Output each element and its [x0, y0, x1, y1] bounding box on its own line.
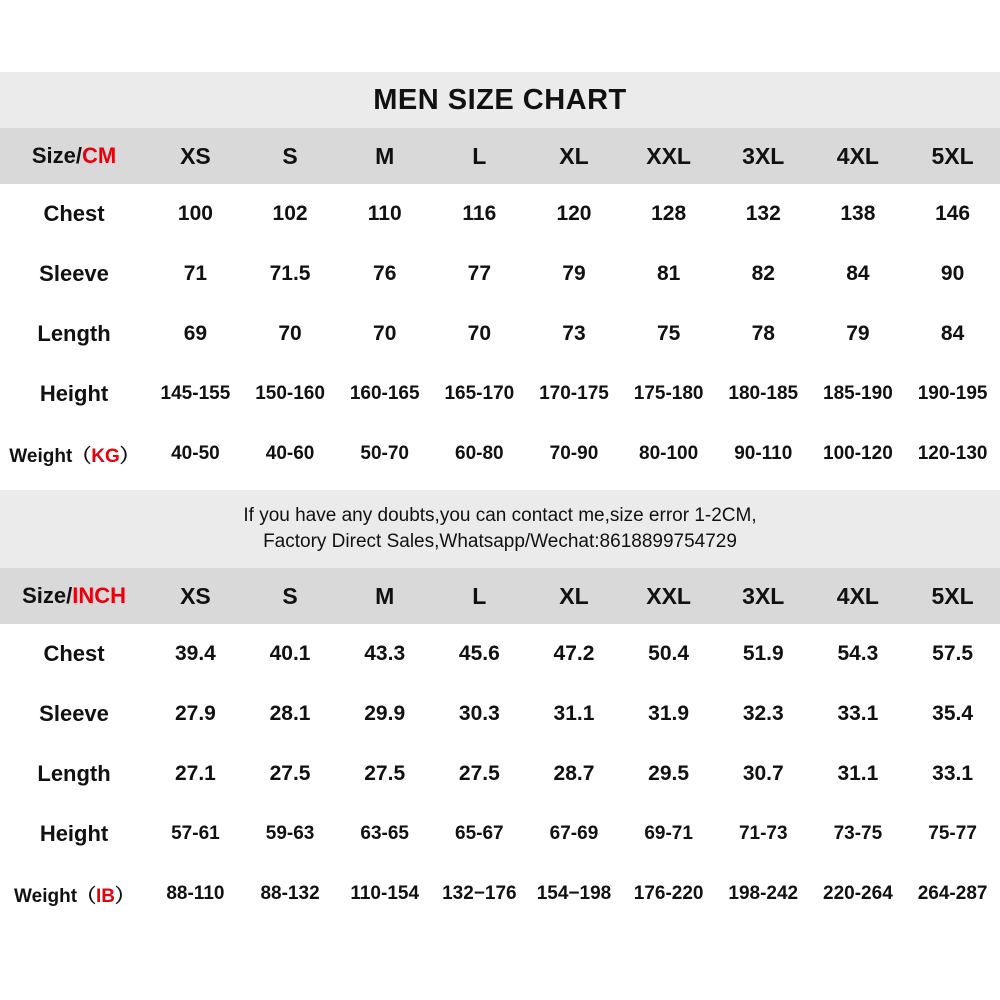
cm-sleeve-m: 76	[373, 262, 397, 285]
inch-sleeve-l: 30.3	[458, 702, 500, 725]
cm-length-xxl: 75	[656, 322, 681, 345]
cm-row-label-sleeve: Sleeve	[39, 261, 109, 286]
page-title: MEN SIZE CHART	[373, 83, 627, 116]
cm-unit-label	[0, 128, 148, 184]
table-row	[0, 244, 1000, 304]
cm-weight-prefix: Weight（	[9, 445, 92, 467]
cm-chest-l: 116	[462, 202, 497, 225]
inch-length-s: 27.5	[269, 762, 311, 785]
inch-sleeve-4xl: 33.1	[837, 702, 879, 725]
inch-size-5xl: 5XL	[931, 582, 974, 609]
inch-chest-3xl: 51.9	[742, 642, 784, 665]
note-line-2: Factory Direct Sales,Whatsapp/Wechat:8618899754729	[263, 531, 737, 552]
cm-unit-value: CM	[82, 143, 117, 168]
inch-sleeve-m: 29.9	[364, 702, 406, 725]
inch-size-3xl: 3XL	[742, 582, 785, 609]
cm-sleeve-s: 71.5	[269, 262, 311, 285]
table-row	[0, 624, 1000, 684]
inch-height-xxl: 69-71	[644, 823, 693, 844]
inch-row-label-chest: Chest	[43, 641, 105, 666]
cm-sleeve-xxl: 81	[656, 262, 681, 285]
inch-size-table	[0, 568, 1000, 924]
inch-size-s: S	[282, 582, 298, 609]
cm-header-row	[0, 128, 1000, 184]
cm-size-s: S	[282, 142, 298, 169]
cm-size-xs: XS	[180, 142, 211, 169]
inch-height-5xl: 75-77	[928, 823, 977, 844]
inch-chest-xxl: 50.4	[648, 642, 690, 665]
cm-length-4xl: 79	[846, 322, 870, 345]
cm-size-l: L	[472, 142, 487, 169]
cm-height-xxl: 175-180	[633, 383, 704, 404]
cm-sleeve-3xl: 82	[751, 262, 775, 285]
inch-sleeve-5xl: 35.4	[932, 702, 974, 725]
cm-size-3xl: 3XL	[742, 142, 785, 169]
cm-sleeve-4xl: 84	[846, 262, 870, 285]
inch-weight-3xl: 198-242	[728, 883, 799, 904]
cm-row-label-length: Length	[37, 321, 111, 346]
inch-chest-xl: 47.2	[553, 642, 595, 665]
inch-row-label-sleeve: Sleeve	[39, 701, 109, 726]
inch-size-4xl: 4XL	[836, 582, 879, 609]
cm-size-5xl: 5XL	[931, 142, 974, 169]
inch-weight-s: 88-132	[260, 883, 320, 904]
inch-height-l: 65-67	[455, 823, 504, 844]
cm-length-3xl: 78	[751, 322, 775, 345]
cm-chest-4xl: 138	[840, 202, 876, 225]
cm-length-m: 70	[373, 322, 397, 345]
inch-size-xs: XS	[180, 582, 211, 609]
cm-size-m: M	[375, 142, 395, 169]
inch-weight-xl: 154−198	[536, 883, 612, 904]
inch-weight-unit: IB	[96, 885, 116, 907]
cm-sleeve-xs: 71	[183, 262, 208, 285]
inch-length-3xl: 30.7	[742, 762, 784, 785]
inch-size-xl: XL	[559, 582, 589, 609]
cm-chest-s: 102	[272, 202, 308, 225]
cm-height-l: 165-170	[444, 383, 515, 404]
chart-title-bar	[0, 72, 1000, 128]
table-row	[0, 364, 1000, 424]
cm-chest-m: 110	[367, 202, 402, 225]
cm-weight-xxl: 80-100	[639, 443, 699, 464]
inch-size-l: L	[472, 582, 487, 609]
inch-weight-5xl: 264-287	[917, 883, 988, 904]
inch-size-xxl: XXL	[646, 582, 691, 609]
inch-sleeve-xl: 31.1	[553, 702, 595, 725]
cm-weight-suffix: ）	[119, 445, 139, 467]
inch-height-xl: 67-69	[549, 823, 599, 844]
inch-length-4xl: 31.1	[837, 762, 879, 785]
cm-height-xs: 145-155	[160, 383, 231, 404]
cm-chest-3xl: 132	[745, 202, 781, 225]
inch-weight-suffix: ）	[115, 885, 135, 907]
table-row	[0, 864, 1000, 924]
inch-chest-s: 40.1	[269, 642, 311, 665]
table-row	[0, 804, 1000, 864]
inch-sleeve-s: 28.1	[269, 702, 311, 725]
inch-length-5xl: 33.1	[932, 762, 974, 785]
inch-chest-m: 43.3	[364, 642, 406, 665]
table-row	[0, 684, 1000, 744]
inch-weight-prefix: Weight（	[14, 885, 97, 907]
inch-height-xs: 57-61	[171, 823, 220, 844]
inch-height-m: 63-65	[360, 823, 409, 844]
cm-sleeve-5xl: 90	[940, 262, 965, 285]
cm-length-5xl: 84	[940, 322, 965, 345]
cm-length-l: 70	[467, 322, 492, 345]
inch-sleeve-3xl: 32.3	[742, 702, 784, 725]
cm-weight-s: 40-60	[265, 443, 315, 464]
inch-unit-prefix: Size/	[22, 583, 73, 608]
inch-header-row	[0, 568, 1000, 624]
inch-chest-l: 45.6	[458, 642, 500, 665]
cm-weight-3xl: 90-110	[734, 443, 793, 464]
cm-unit-prefix: Size/	[31, 143, 82, 168]
cm-sleeve-l: 77	[467, 262, 492, 285]
inch-length-m: 27.5	[364, 762, 406, 785]
cm-row-label-weight	[0, 424, 148, 484]
note-line-1: If you have any doubts,you can contact me,size error 1-2CM,	[243, 505, 757, 526]
table-row	[0, 304, 1000, 364]
inch-unit-label	[0, 568, 148, 624]
cm-length-xl: 73	[562, 322, 586, 345]
inch-height-s: 59-63	[265, 823, 315, 844]
cm-weight-unit: KG	[91, 445, 120, 467]
inch-length-l: 27.5	[458, 762, 500, 785]
cm-weight-xl: 70-90	[549, 443, 599, 464]
inch-size-m: M	[375, 582, 395, 609]
inch-weight-l: 132−176	[442, 883, 517, 904]
inch-length-xl: 28.7	[553, 762, 595, 785]
cm-weight-xs: 40-50	[171, 443, 220, 464]
cm-length-xs: 69	[183, 322, 208, 345]
inch-height-4xl: 73-75	[833, 823, 883, 844]
cm-chest-5xl: 146	[935, 202, 971, 225]
cm-height-5xl: 190-195	[917, 383, 988, 404]
inch-height-3xl: 71-73	[738, 823, 788, 844]
cm-chest-xs: 100	[177, 202, 213, 225]
cm-size-xxl: XXL	[646, 142, 691, 169]
inch-weight-xs: 88-110	[166, 883, 225, 904]
cm-chest-xxl: 128	[651, 202, 687, 225]
inch-length-xs: 27.1	[174, 762, 216, 785]
top-margin	[0, 0, 1000, 72]
inch-sleeve-xs: 27.9	[174, 702, 216, 725]
table-row	[0, 744, 1000, 804]
cm-row-label-chest: Chest	[43, 201, 105, 226]
cm-length-s: 70	[278, 322, 302, 345]
cm-height-s: 150-160	[255, 383, 325, 404]
inch-chest-5xl: 57.5	[932, 642, 974, 665]
cm-height-m: 160-165	[349, 383, 420, 404]
table-row	[0, 424, 1000, 484]
inch-row-label-length: Length	[37, 761, 111, 786]
inch-weight-m: 110-154	[350, 883, 420, 904]
cm-chest-xl: 120	[556, 202, 592, 225]
cm-height-3xl: 180-185	[728, 383, 799, 404]
cm-weight-m: 50-70	[360, 443, 409, 464]
cm-weight-5xl: 120-130	[917, 443, 988, 464]
inch-weight-4xl: 220-264	[823, 883, 893, 904]
cm-height-xl: 170-175	[539, 383, 609, 404]
cm-size-table	[0, 128, 1000, 484]
cm-weight-4xl: 100-120	[823, 443, 893, 464]
cm-weight-l: 60-80	[455, 443, 504, 464]
cm-size-xl: XL	[559, 142, 589, 169]
cm-sleeve-xl: 79	[562, 262, 586, 285]
inch-chest-xs: 39.4	[174, 642, 216, 665]
table-row	[0, 184, 1000, 244]
inch-row-label-height: Height	[39, 821, 109, 846]
inch-unit-value: INCH	[72, 583, 126, 608]
cm-row-label-height: Height	[39, 381, 109, 406]
inch-row-label-weight	[0, 864, 148, 924]
inch-chest-4xl: 54.3	[837, 642, 879, 665]
inch-sleeve-xxl: 31.9	[648, 702, 690, 725]
contact-note	[0, 490, 1000, 568]
inch-length-xxl: 29.5	[648, 762, 690, 785]
inch-weight-xxl: 176-220	[633, 883, 704, 904]
cm-size-4xl: 4XL	[836, 142, 879, 169]
cm-height-4xl: 185-190	[823, 383, 893, 404]
